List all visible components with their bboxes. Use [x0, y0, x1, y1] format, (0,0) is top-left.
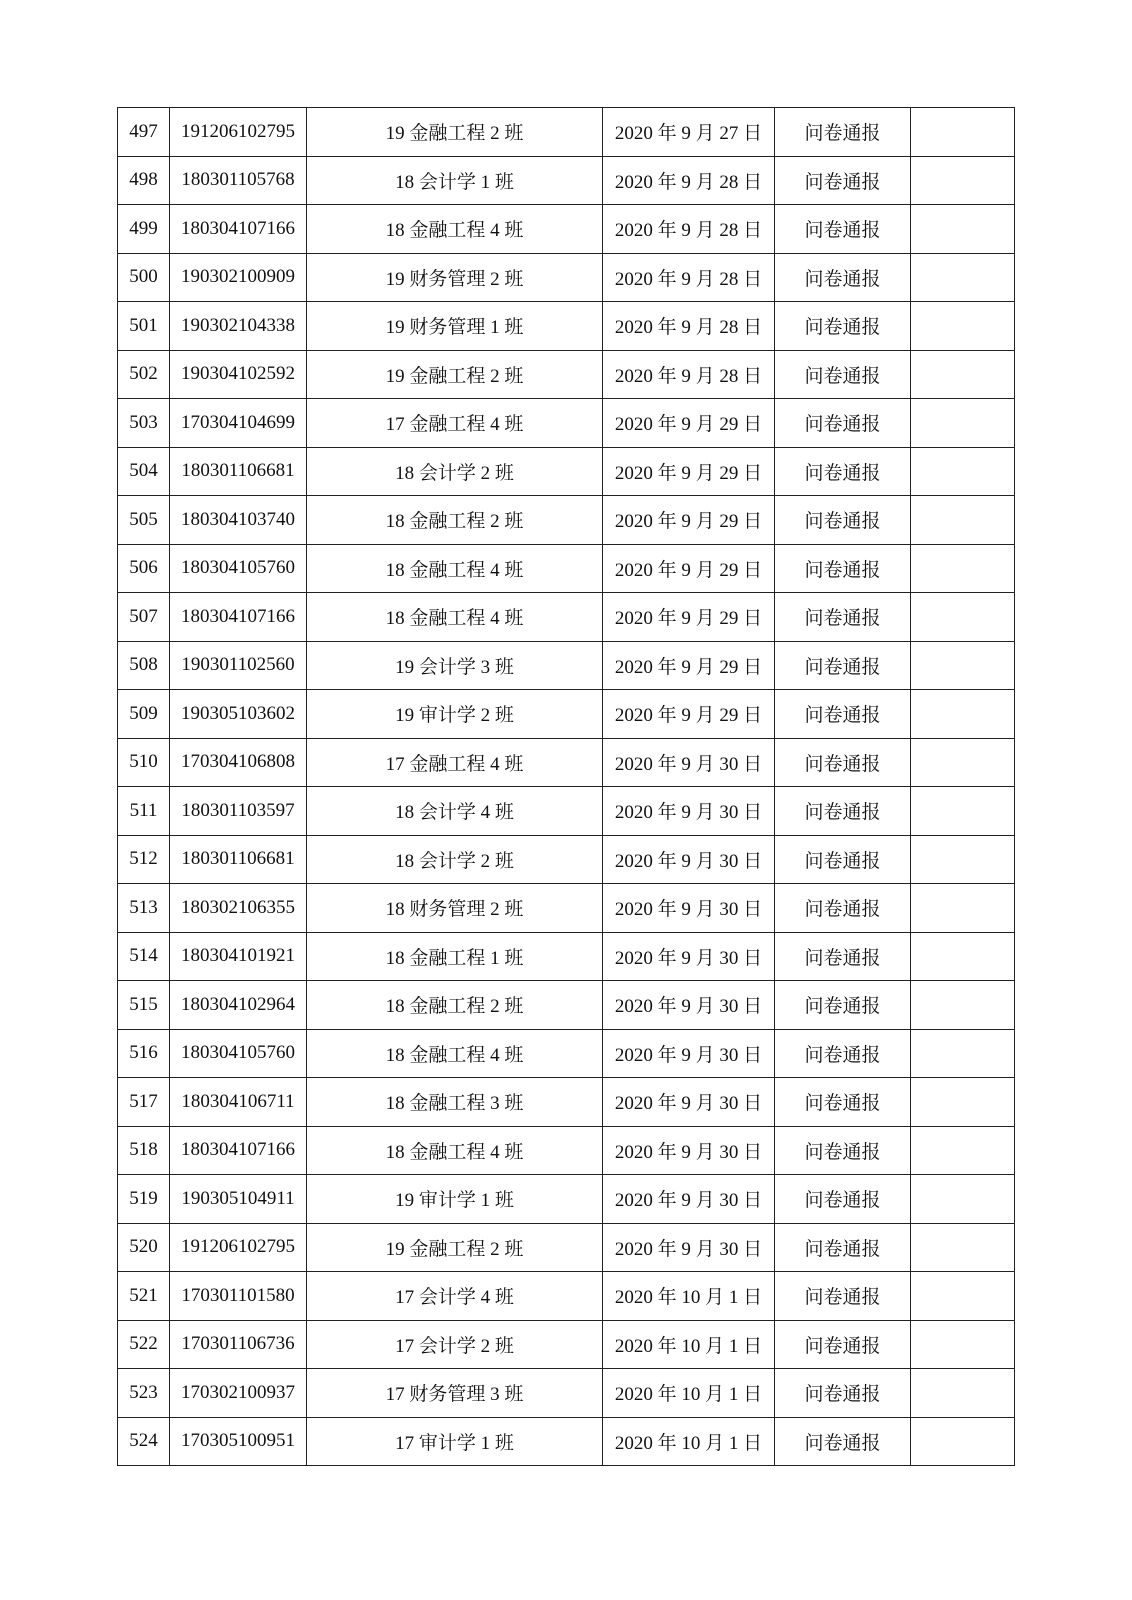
row-number-cell: 501 [118, 302, 170, 351]
class-name-cell: 19 会计学 3 班 [307, 641, 603, 690]
table-row [118, 496, 1015, 545]
class-name-cell: 18 金融工程 1 班 [307, 932, 603, 981]
remarks-cell [911, 253, 1015, 302]
row-number-cell: 505 [118, 496, 170, 545]
row-number-cell: 509 [118, 690, 170, 739]
class-name-cell: 17 金融工程 4 班 [307, 738, 603, 787]
notice-type-cell: 问卷通报 [775, 1272, 911, 1321]
student-id-cell: 170305100951 [170, 1417, 307, 1466]
student-id-cell: 190302104338 [170, 302, 307, 351]
row-number-cell: 512 [118, 835, 170, 884]
notice-type-cell: 问卷通报 [775, 1029, 911, 1078]
remarks-cell [911, 1417, 1015, 1466]
row-number-cell: 500 [118, 253, 170, 302]
table-row [118, 738, 1015, 787]
date-cell: 2020 年 9 月 28 日 [603, 302, 775, 351]
student-id-cell: 170304106808 [170, 738, 307, 787]
table-row [118, 641, 1015, 690]
row-number-cell: 499 [118, 205, 170, 254]
notice-type-cell: 问卷通报 [775, 253, 911, 302]
remarks-cell [911, 544, 1015, 593]
table-row [118, 399, 1015, 448]
table-row [118, 787, 1015, 836]
notice-type-cell: 问卷通报 [775, 496, 911, 545]
table-row [118, 981, 1015, 1030]
class-name-cell: 19 财务管理 2 班 [307, 253, 603, 302]
notice-type-cell: 问卷通报 [775, 835, 911, 884]
notice-type-cell: 问卷通报 [775, 1417, 911, 1466]
table-row [118, 1320, 1015, 1369]
notice-type-cell: 问卷通报 [775, 932, 911, 981]
notice-type-cell: 问卷通报 [775, 593, 911, 642]
remarks-cell [911, 302, 1015, 351]
student-id-cell: 180304106711 [170, 1078, 307, 1127]
class-name-cell: 19 审计学 1 班 [307, 1175, 603, 1224]
row-number-cell: 521 [118, 1272, 170, 1321]
student-id-cell: 170301106736 [170, 1320, 307, 1369]
table-row [118, 108, 1015, 157]
student-id-cell: 190305103602 [170, 690, 307, 739]
date-cell: 2020 年 9 月 29 日 [603, 544, 775, 593]
date-cell: 2020 年 9 月 30 日 [603, 738, 775, 787]
class-name-cell: 18 会计学 2 班 [307, 447, 603, 496]
row-number-cell: 502 [118, 350, 170, 399]
remarks-cell [911, 1272, 1015, 1321]
remarks-cell [911, 690, 1015, 739]
table-row [118, 593, 1015, 642]
remarks-cell [911, 1223, 1015, 1272]
student-id-cell: 180301103597 [170, 787, 307, 836]
notice-type-cell: 问卷通报 [775, 544, 911, 593]
remarks-cell [911, 1078, 1015, 1127]
remarks-cell [911, 641, 1015, 690]
table-row [118, 690, 1015, 739]
student-id-cell: 180304107166 [170, 205, 307, 254]
student-id-cell: 170302100937 [170, 1369, 307, 1418]
row-number-cell: 511 [118, 787, 170, 836]
student-id-cell: 190305104911 [170, 1175, 307, 1224]
date-cell: 2020 年 9 月 30 日 [603, 1175, 775, 1224]
remarks-cell [911, 1320, 1015, 1369]
table-row [118, 1175, 1015, 1224]
notice-type-cell: 问卷通报 [775, 156, 911, 205]
notice-type-cell: 问卷通报 [775, 1078, 911, 1127]
date-cell: 2020 年 10 月 1 日 [603, 1369, 775, 1418]
notice-type-cell: 问卷通报 [775, 787, 911, 836]
remarks-cell [911, 835, 1015, 884]
remarks-cell [911, 932, 1015, 981]
student-id-cell: 180301105768 [170, 156, 307, 205]
remarks-cell [911, 787, 1015, 836]
student-id-cell: 180304107166 [170, 1126, 307, 1175]
date-cell: 2020 年 9 月 30 日 [603, 884, 775, 933]
date-cell: 2020 年 9 月 30 日 [603, 981, 775, 1030]
student-id-cell: 190302100909 [170, 253, 307, 302]
date-cell: 2020 年 9 月 30 日 [603, 1223, 775, 1272]
row-number-cell: 515 [118, 981, 170, 1030]
class-name-cell: 19 审计学 2 班 [307, 690, 603, 739]
notice-type-cell: 问卷通报 [775, 447, 911, 496]
class-name-cell: 18 会计学 4 班 [307, 787, 603, 836]
notice-type-cell: 问卷通报 [775, 1369, 911, 1418]
date-cell: 2020 年 9 月 29 日 [603, 593, 775, 642]
class-name-cell: 18 金融工程 2 班 [307, 496, 603, 545]
table-row [118, 1029, 1015, 1078]
row-number-cell: 507 [118, 593, 170, 642]
class-name-cell: 17 会计学 4 班 [307, 1272, 603, 1321]
remarks-cell [911, 981, 1015, 1030]
class-name-cell: 19 金融工程 2 班 [307, 1223, 603, 1272]
date-cell: 2020 年 9 月 30 日 [603, 787, 775, 836]
date-cell: 2020 年 9 月 30 日 [603, 1029, 775, 1078]
table-row [118, 932, 1015, 981]
date-cell: 2020 年 9 月 29 日 [603, 690, 775, 739]
student-id-cell: 191206102795 [170, 1223, 307, 1272]
date-cell: 2020 年 9 月 29 日 [603, 447, 775, 496]
table-row [118, 350, 1015, 399]
row-number-cell: 497 [118, 108, 170, 157]
student-id-cell: 180301106681 [170, 835, 307, 884]
student-id-cell: 180304102964 [170, 981, 307, 1030]
remarks-cell [911, 496, 1015, 545]
notice-type-cell: 问卷通报 [775, 641, 911, 690]
date-cell: 2020 年 10 月 1 日 [603, 1417, 775, 1466]
remarks-cell [911, 1029, 1015, 1078]
class-name-cell: 19 金融工程 2 班 [307, 350, 603, 399]
class-name-cell: 18 金融工程 4 班 [307, 205, 603, 254]
notice-type-cell: 问卷通报 [775, 399, 911, 448]
row-number-cell: 516 [118, 1029, 170, 1078]
remarks-cell [911, 156, 1015, 205]
table-row [118, 1417, 1015, 1466]
student-id-cell: 180304105760 [170, 1029, 307, 1078]
date-cell: 2020 年 9 月 30 日 [603, 1078, 775, 1127]
notice-type-cell: 问卷通报 [775, 884, 911, 933]
row-number-cell: 522 [118, 1320, 170, 1369]
table-row [118, 1126, 1015, 1175]
row-number-cell: 503 [118, 399, 170, 448]
table-row [118, 884, 1015, 933]
date-cell: 2020 年 9 月 29 日 [603, 496, 775, 545]
row-number-cell: 498 [118, 156, 170, 205]
row-number-cell: 508 [118, 641, 170, 690]
notice-type-cell: 问卷通报 [775, 981, 911, 1030]
class-name-cell: 17 金融工程 4 班 [307, 399, 603, 448]
remarks-cell [911, 1175, 1015, 1224]
remarks-cell [911, 593, 1015, 642]
table-row [118, 544, 1015, 593]
remarks-cell [911, 205, 1015, 254]
date-cell: 2020 年 9 月 28 日 [603, 350, 775, 399]
class-name-cell: 18 会计学 1 班 [307, 156, 603, 205]
class-name-cell: 18 金融工程 4 班 [307, 593, 603, 642]
date-cell: 2020 年 9 月 29 日 [603, 399, 775, 448]
date-cell: 2020 年 9 月 28 日 [603, 156, 775, 205]
notice-type-cell: 问卷通报 [775, 205, 911, 254]
table-row [118, 835, 1015, 884]
notice-type-cell: 问卷通报 [775, 108, 911, 157]
student-id-cell: 180304107166 [170, 593, 307, 642]
row-number-cell: 519 [118, 1175, 170, 1224]
student-id-cell: 191206102795 [170, 108, 307, 157]
date-cell: 2020 年 9 月 28 日 [603, 253, 775, 302]
notice-type-cell: 问卷通报 [775, 690, 911, 739]
date-cell: 2020 年 9 月 30 日 [603, 932, 775, 981]
class-name-cell: 18 金融工程 4 班 [307, 544, 603, 593]
row-number-cell: 513 [118, 884, 170, 933]
class-name-cell: 17 审计学 1 班 [307, 1417, 603, 1466]
row-number-cell: 520 [118, 1223, 170, 1272]
date-cell: 2020 年 9 月 30 日 [603, 835, 775, 884]
remarks-cell [911, 108, 1015, 157]
date-cell: 2020 年 9 月 29 日 [603, 641, 775, 690]
remarks-cell [911, 350, 1015, 399]
remarks-cell [911, 1369, 1015, 1418]
notice-table [117, 107, 1015, 1466]
student-id-cell: 180304105760 [170, 544, 307, 593]
class-name-cell: 18 金融工程 3 班 [307, 1078, 603, 1127]
class-name-cell: 18 会计学 2 班 [307, 835, 603, 884]
notice-type-cell: 问卷通报 [775, 1126, 911, 1175]
remarks-cell [911, 1126, 1015, 1175]
row-number-cell: 517 [118, 1078, 170, 1127]
date-cell: 2020 年 9 月 28 日 [603, 205, 775, 254]
remarks-cell [911, 399, 1015, 448]
notice-type-cell: 问卷通报 [775, 350, 911, 399]
table-row [118, 302, 1015, 351]
table-row [118, 1272, 1015, 1321]
notice-type-cell: 问卷通报 [775, 738, 911, 787]
remarks-cell [911, 447, 1015, 496]
student-id-cell: 180302106355 [170, 884, 307, 933]
row-number-cell: 524 [118, 1417, 170, 1466]
table-row [118, 1078, 1015, 1127]
student-id-cell: 180304103740 [170, 496, 307, 545]
class-name-cell: 17 会计学 2 班 [307, 1320, 603, 1369]
row-number-cell: 506 [118, 544, 170, 593]
student-id-cell: 180301106681 [170, 447, 307, 496]
class-name-cell: 17 财务管理 3 班 [307, 1369, 603, 1418]
row-number-cell: 518 [118, 1126, 170, 1175]
class-name-cell: 18 金融工程 2 班 [307, 981, 603, 1030]
class-name-cell: 18 财务管理 2 班 [307, 884, 603, 933]
notice-table-body [118, 108, 1015, 1466]
notice-type-cell: 问卷通报 [775, 1320, 911, 1369]
date-cell: 2020 年 9 月 27 日 [603, 108, 775, 157]
remarks-cell [911, 884, 1015, 933]
class-name-cell: 19 金融工程 2 班 [307, 108, 603, 157]
class-name-cell: 18 金融工程 4 班 [307, 1126, 603, 1175]
row-number-cell: 504 [118, 447, 170, 496]
table-row [118, 447, 1015, 496]
row-number-cell: 514 [118, 932, 170, 981]
table-row [118, 1369, 1015, 1418]
date-cell: 2020 年 10 月 1 日 [603, 1320, 775, 1369]
row-number-cell: 523 [118, 1369, 170, 1418]
notice-type-cell: 问卷通报 [775, 302, 911, 351]
table-row [118, 205, 1015, 254]
student-id-cell: 170304104699 [170, 399, 307, 448]
class-name-cell: 18 金融工程 4 班 [307, 1029, 603, 1078]
student-id-cell: 190304102592 [170, 350, 307, 399]
row-number-cell: 510 [118, 738, 170, 787]
date-cell: 2020 年 9 月 30 日 [603, 1126, 775, 1175]
class-name-cell: 19 财务管理 1 班 [307, 302, 603, 351]
student-id-cell: 170301101580 [170, 1272, 307, 1321]
remarks-cell [911, 738, 1015, 787]
notice-type-cell: 问卷通报 [775, 1223, 911, 1272]
table-row [118, 253, 1015, 302]
student-id-cell: 190301102560 [170, 641, 307, 690]
date-cell: 2020 年 10 月 1 日 [603, 1272, 775, 1321]
student-id-cell: 180304101921 [170, 932, 307, 981]
notice-type-cell: 问卷通报 [775, 1175, 911, 1224]
table-row [118, 1223, 1015, 1272]
table-row [118, 156, 1015, 205]
